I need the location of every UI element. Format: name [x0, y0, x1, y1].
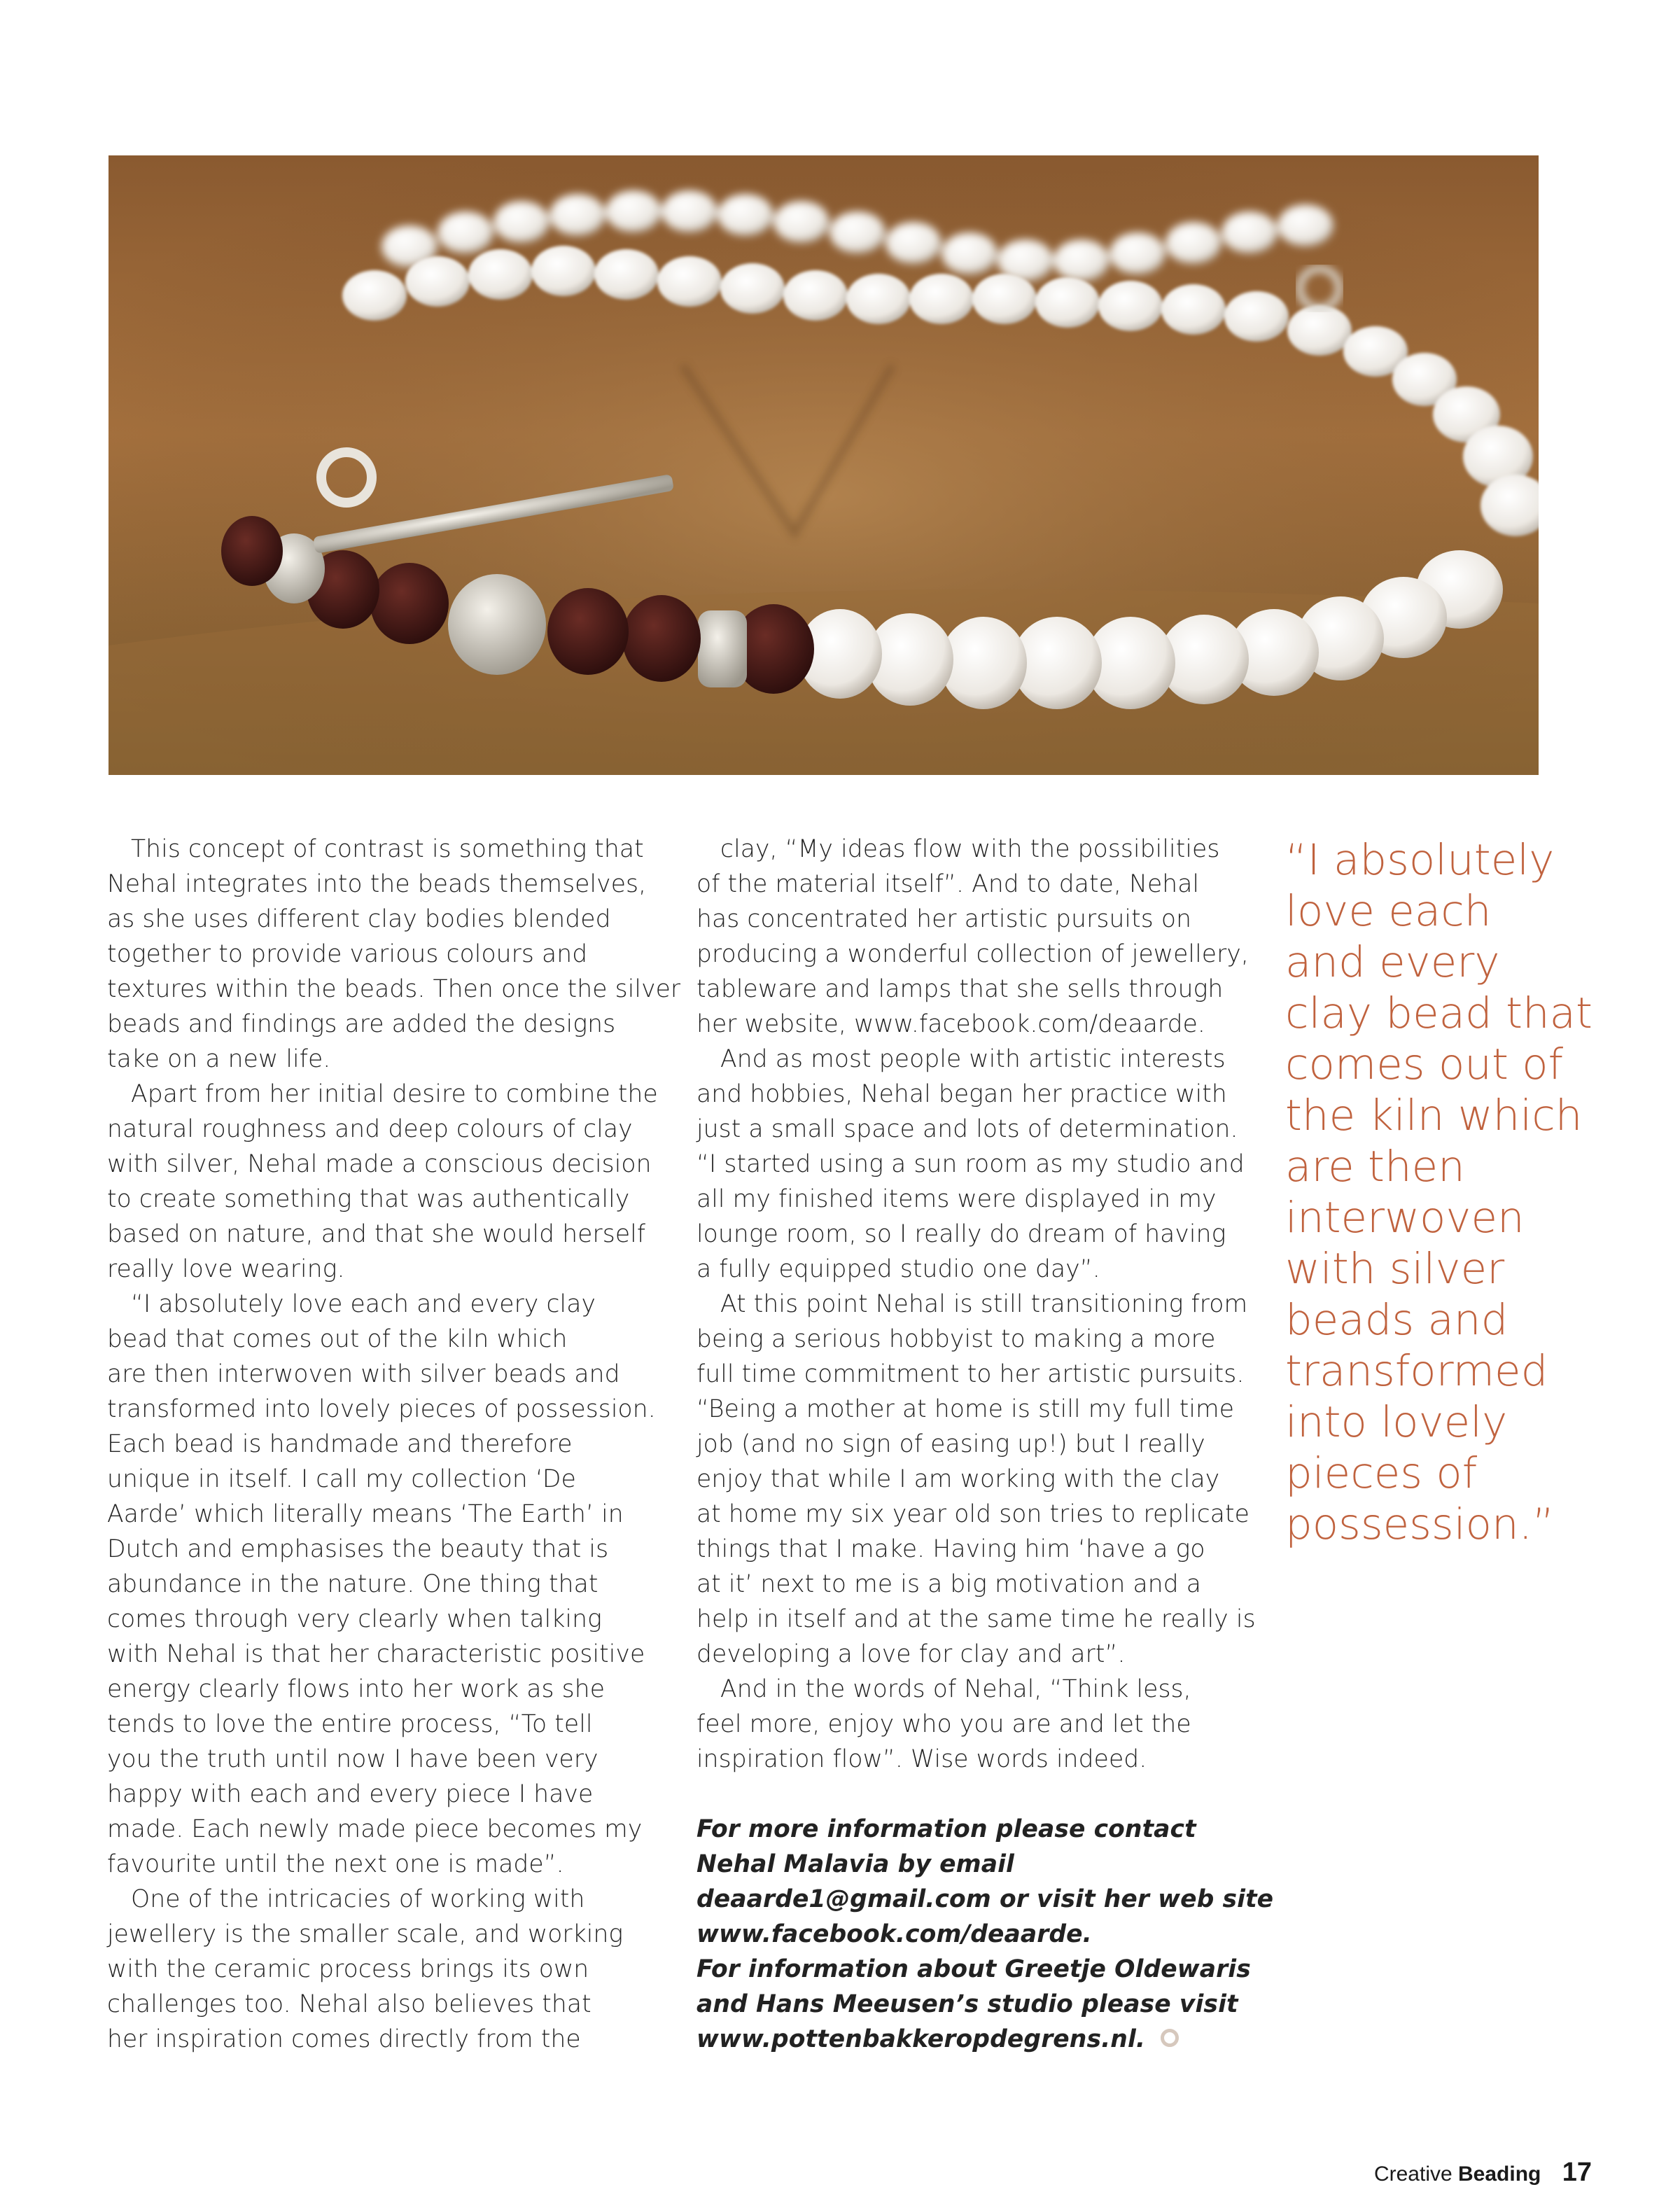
text-line: enjoy that while I am working with the clay [696, 1465, 1220, 1493]
paragraph [696, 1672, 1256, 1777]
text-line: And in the words of Nehal, “Think less, [720, 1675, 1191, 1703]
text-line: transformed into lovely pieces of possession. [107, 1395, 656, 1423]
text-line: Dutch and emphasises the beauty that is [107, 1535, 609, 1563]
text-line: textures within the beads. Then once the silver [107, 975, 681, 1003]
paragraph [107, 1882, 653, 2057]
text-line: One of the intricacies of working with [131, 1885, 585, 1913]
paragraph [696, 832, 1256, 1042]
contact-line [696, 1882, 1274, 1917]
article-column-1 [107, 832, 681, 2057]
pull-quote-line: with silver [1285, 1244, 1505, 1294]
text-line: natural roughness and deep colours of clay [107, 1115, 633, 1143]
contact-line-text: For information about Greetje Oldewaris [696, 1955, 1251, 1983]
pull-quote [1285, 834, 1592, 1550]
pull-quote-line: are then [1285, 1142, 1465, 1192]
contact-line-text: Nehal Malavia by email [696, 1850, 1014, 1878]
contact-line [696, 2022, 1256, 2057]
text-line: challenges too. Nehal also believes that [107, 1990, 592, 2018]
text-line: just a small space and lots of determination. [696, 1115, 1238, 1143]
text-line: job (and no sign of easing up!) but I really [696, 1430, 1205, 1458]
text-line: And as most people with artistic interests [720, 1045, 1226, 1073]
necklace-photo-illustration [108, 155, 1539, 775]
pull-quote-line: and every [1285, 937, 1500, 987]
text-line: favourite until the next one is made”. [107, 1850, 564, 1878]
contact-line-text: For more information please contact [696, 1815, 1196, 1843]
pull-quote-line: comes out of [1285, 1040, 1564, 1089]
contact-line [696, 1847, 1256, 1882]
text-line: has concentrated her artistic pursuits on [696, 905, 1192, 933]
text-line: bead that comes out of the kiln which [107, 1325, 568, 1353]
paragraph [696, 1287, 1256, 1672]
pull-quote-line: “I absolutely [1285, 835, 1555, 885]
page-footer [1374, 2158, 1592, 2188]
contact-line-text: www.facebook.com/deaarde. [696, 1920, 1092, 1948]
text-line: a fully equipped studio one day”. [696, 1255, 1100, 1283]
contact-info [696, 1812, 1274, 2057]
text-line: and hobbies, Nehal began her practice with [696, 1080, 1227, 1108]
text-line: all my finished items were displayed in my [696, 1185, 1217, 1213]
text-line: based on nature, and that she would herself [107, 1220, 646, 1248]
text-line: Apart from her initial desire to combine the [131, 1080, 658, 1108]
pull-quote-line: interwoven [1285, 1193, 1525, 1243]
contact-line-text: deaarde1@gmail.com or visit her web site [696, 1885, 1274, 1913]
text-line: lounge room, so I really do dream of having [696, 1220, 1226, 1248]
necklace-photo [108, 155, 1539, 775]
text-line: are then interwoven with silver beads and [107, 1360, 620, 1388]
pull-quote-line: beads and [1285, 1295, 1508, 1345]
text-line: “I started using a sun room as my studio and [696, 1150, 1245, 1178]
text-line: tends to love the entire process, “To tell [107, 1710, 593, 1738]
text-line: at home my six year old son tries to replicate [696, 1500, 1250, 1528]
text-line: At this point Nehal is still transitioning from [720, 1290, 1248, 1318]
text-line: Aarde’ which literally means ‘The Earth’ in [107, 1500, 624, 1528]
contact-line [696, 1987, 1256, 2022]
text-line: full time commitment to her artistic pursuits. [696, 1360, 1245, 1388]
pull-quote-line: pieces of [1285, 1448, 1478, 1498]
contact-line-text: www.pottenbakkeropdegrens.nl. [696, 2025, 1146, 2053]
text-line: comes through very clearly when talking [107, 1605, 602, 1633]
text-line: tableware and lamps that she sells through [696, 975, 1224, 1003]
pull-quote-line: love each [1285, 886, 1492, 936]
text-line: This concept of contrast is something that [131, 835, 644, 863]
text-line: clay, “My ideas flow with the possibilities [720, 835, 1220, 863]
text-line: energy clearly flows into her work as she [107, 1675, 606, 1703]
text-line: “Being a mother at home is still my full time [696, 1395, 1235, 1423]
text-line: of the material itself”. And to date, Nehal [696, 870, 1200, 898]
text-line: “I absolutely love each and every clay [131, 1290, 596, 1318]
text-line: happy with each and every piece I have [107, 1780, 594, 1808]
text-line: things that I make. Having him ‘have a go [696, 1535, 1205, 1563]
text-line: developing a love for clay and art”. [696, 1640, 1126, 1668]
text-line: inspiration flow”. Wise words indeed. [696, 1745, 1147, 1773]
contact-line [696, 1952, 1256, 1987]
magazine-name-light: Creative [1373, 2162, 1452, 2186]
text-line: help in itself and at the same time he really is [696, 1605, 1256, 1633]
contact-line [696, 1812, 1256, 1847]
pull-quote-line: into lovely [1285, 1397, 1508, 1447]
pull-quote-line: clay bead that [1285, 988, 1592, 1038]
end-of-article-icon [1161, 2029, 1179, 2047]
text-line: jewellery is the smaller scale, and working [107, 1920, 624, 1948]
text-line: producing a wonderful collection of jewellery, [696, 940, 1249, 968]
text-line: abundance in the nature. One thing that [107, 1570, 598, 1598]
text-line: really love wearing. [107, 1255, 345, 1283]
text-line: unique in itself. I call my collection ‘De [107, 1465, 576, 1493]
text-line: you the truth until now I have been very [107, 1745, 598, 1773]
text-line: at it’ next to me is a big motivation and a [696, 1570, 1202, 1598]
text-line: with the ceramic process brings its own [107, 1955, 589, 1983]
text-line: together to provide various colours and [107, 940, 588, 968]
pull-quote-line: the kiln which [1285, 1091, 1583, 1140]
paragraph [107, 1077, 658, 1287]
text-line: as she uses different clay bodies blended [107, 905, 611, 933]
text-line: being a serious hobbyist to making a more [696, 1325, 1216, 1353]
text-line: to create something that was authentically [107, 1185, 630, 1213]
text-line: beads and findings are added the designs [107, 1010, 616, 1038]
text-line: take on a new life. [107, 1045, 331, 1073]
contact-line-text: and Hans Meeusen’s studio please visit [696, 1990, 1238, 2018]
paragraph [696, 1042, 1256, 1287]
text-line: with silver, Nehal made a conscious decision [107, 1150, 652, 1178]
page-number: 17 [1562, 2158, 1592, 2187]
magazine-name-bold: Beading [1458, 2162, 1541, 2186]
text-line: with Nehal is that her characteristic positive [107, 1640, 645, 1668]
text-line: her inspiration comes directly from the [107, 2025, 581, 2053]
pull-quote-line: possession.” [1285, 1500, 1555, 1549]
text-line: made. Each newly made piece becomes my [107, 1815, 643, 1843]
text-line: Nehal integrates into the beads themselves, [107, 870, 647, 898]
article-column-2 [696, 832, 1274, 2057]
pull-quote-line: transformed [1285, 1346, 1548, 1396]
paragraph [107, 1287, 656, 1882]
text-line: feel more, enjoy who you are and let the [696, 1710, 1191, 1738]
text-line: Each bead is handmade and therefore [107, 1430, 573, 1458]
contact-line [696, 1917, 1256, 1952]
text-line: her website, www.facebook.com/deaarde. [696, 1010, 1206, 1038]
paragraph [107, 832, 681, 1077]
